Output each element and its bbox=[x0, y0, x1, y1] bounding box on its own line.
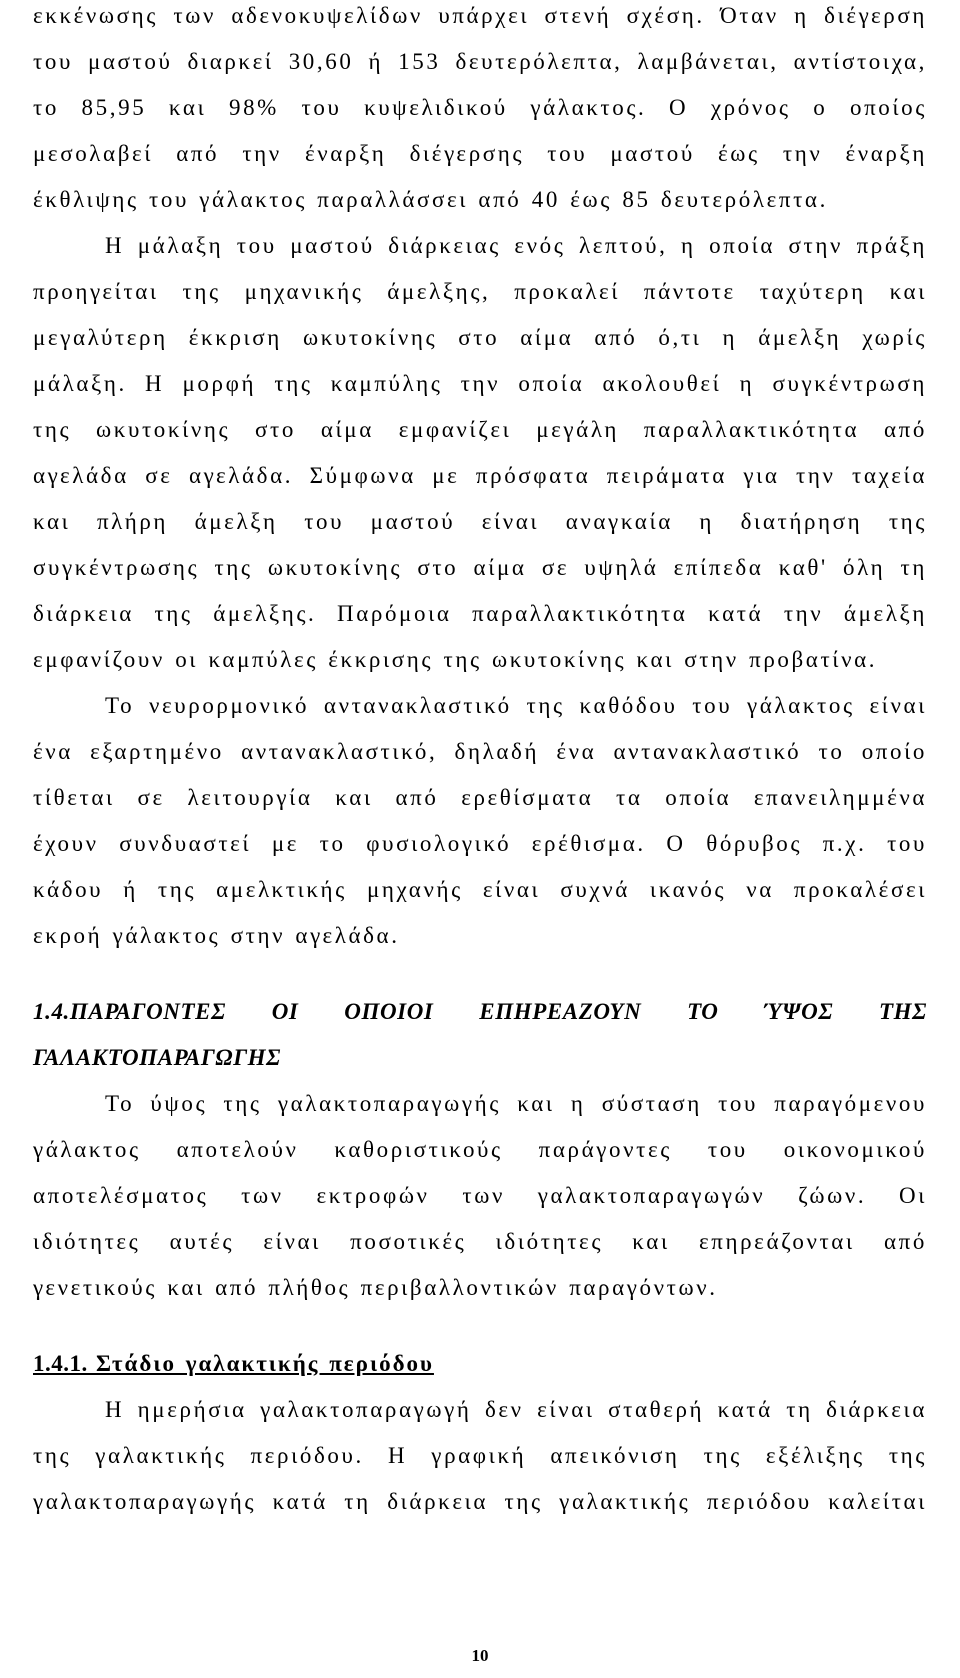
heading-word: ΤΗΣ bbox=[879, 999, 927, 1024]
paragraph-3-line: ιδιότητες αυτές είναι ποσοτικές ιδιότητες και επηρεάζονται από bbox=[33, 1229, 927, 1254]
paragraph-2-line: έχουν συνδυαστεί με το φυσιολογικό ερέθισμα. Ο θόρυβος π.χ. του bbox=[33, 831, 927, 856]
paragraph-1-line: εμφανίζουν οι καμπύλες έκκρισης της ωκυτοκίνης και στην προβατίνα. bbox=[33, 647, 878, 672]
heading-word: ΟΠΟΙΟΙ bbox=[344, 999, 434, 1024]
paragraph-3-line: γενετικούς και από πλήθος περιβαλλοντικών παραγόντων. bbox=[33, 1275, 718, 1300]
heading-word: ΤΟ bbox=[687, 999, 719, 1024]
paragraph-2-line: ένα εξαρτημένο αντανακλαστικό, δηλαδή ένα αντανακλαστικό το οποίο bbox=[33, 739, 927, 764]
paragraph-3-line: Το ύψος της γαλακτοπαραγωγής και η σύσταση του παραγόμενου bbox=[105, 1091, 927, 1116]
paragraph-1-line: εκκένωσης των αδενοκυψελίδων υπάρχει στενή σχέση. Όταν η διέγερση bbox=[33, 3, 927, 28]
heading-word: ΟΙ bbox=[271, 999, 299, 1024]
paragraph-1-line: διάρκεια της άμελξης. Παρόμοια παραλλακτικότητα κατά την άμελξη bbox=[33, 601, 927, 626]
paragraph-2-line: εκροή γάλακτος στην αγελάδα. bbox=[33, 923, 400, 948]
paragraph-1-line: προηγείται της μηχανικής άμελξης, προκαλεί πάντοτε ταχύτερη και bbox=[33, 279, 927, 304]
paragraph-2-line: κάδου ή της αμελκτικής μηχανής είναι συχνά ικανός να προκαλέσει bbox=[33, 877, 927, 902]
paragraph-4-line: Η ημερήσια γαλακτοπαραγωγή δεν είναι σταθερή κατά τη διάρκεια bbox=[105, 1397, 927, 1422]
paragraph-4-line: της γαλακτικής περιόδου. Η γραφική απεικόνιση της εξέλιξης της bbox=[33, 1443, 927, 1468]
heading-word: ΎΨΟΣ bbox=[764, 999, 834, 1024]
paragraph-3-line: γάλακτος αποτελούν καθοριστικούς παράγοντες του οικονομικού bbox=[33, 1137, 927, 1162]
paragraph-1-line: μάλαξη. Η μορφή της καμπύλης την οποία ακολουθεί η συγκέντρωση bbox=[33, 371, 927, 396]
paragraph-2-line: Το νευρορμονικό αντανακλαστικό της καθόδου του γάλακτος είναι bbox=[105, 693, 927, 718]
section-heading-1-4-line2: ΓΑΛΑΚΤΟΠΑΡΑΓΩΓΗΣ bbox=[33, 1045, 282, 1070]
paragraph-2-line: τίθεται σε λειτουργία και από ερεθίσματα τα οποία επανειλημμένα bbox=[33, 785, 927, 810]
paragraph-1-line: Η μάλαξη του μαστού διάρκειας ενός λεπτού, η οποία στην πράξη bbox=[105, 233, 927, 258]
paragraph-1-line: το 85,95 και 98% του κυψελιδικού γάλακτος. Ο χρόνος ο οποίος bbox=[33, 95, 927, 120]
paragraph-1-line: και πλήρη άμελξη του μαστού είναι αναγκαία η διατήρηση της bbox=[33, 509, 927, 534]
heading-word: 1.4.ΠΑΡΑΓΟΝΤΕΣ bbox=[33, 999, 226, 1024]
page-number: 10 bbox=[471, 1646, 489, 1665]
paragraph-1-line: μεσολαβεί από την έναρξη διέγερσης του μαστού έως την έναρξη bbox=[33, 141, 927, 166]
heading-number: 1.4.1. bbox=[33, 1351, 96, 1376]
section-heading-1-4-1 bbox=[33, 1350, 434, 1378]
paragraph-4-line: γαλακτοπαραγωγής κατά τη διάρκεια της γαλακτικής περιόδου καλείται bbox=[33, 1489, 927, 1514]
paragraph-1-line: μεγαλύτερη έκκριση ωκυτοκίνης στο αίμα από ό,τι η άμελξη χωρίς bbox=[33, 325, 927, 350]
paragraph-1-line: συγκέντρωσης της ωκυτοκίνης στο αίμα σε υψηλά επίπεδα καθ' όλη τη bbox=[33, 555, 927, 580]
paragraph-1-line: έκθλιψης του γάλακτος παραλλάσσει από 40 έως 85 δευτερόλεπτα. bbox=[33, 187, 828, 212]
paragraph-1-line: του μαστού διαρκεί 30,60 ή 153 δευτερόλεπτα, λαμβάνεται, αντίστοιχα, bbox=[33, 49, 927, 74]
heading-word: ΕΠΗΡΕΑΖΟΥΝ bbox=[479, 999, 642, 1024]
section-heading-1-4 bbox=[33, 998, 927, 1026]
paragraph-3-line: αποτελέσματος των εκτροφών των γαλακτοπαραγωγών ζώων. Οι bbox=[33, 1183, 927, 1208]
heading-title: Στάδιο γαλακτικής περιόδου bbox=[96, 1351, 434, 1376]
paragraph-1-line: αγελάδα σε αγελάδα. Σύμφωνα με πρόσφατα πειράματα για την ταχεία bbox=[33, 463, 927, 488]
paragraph-1-line: της ωκυτοκίνης στο αίμα εμφανίζει μεγάλη παραλλακτικότητα από bbox=[33, 417, 927, 442]
